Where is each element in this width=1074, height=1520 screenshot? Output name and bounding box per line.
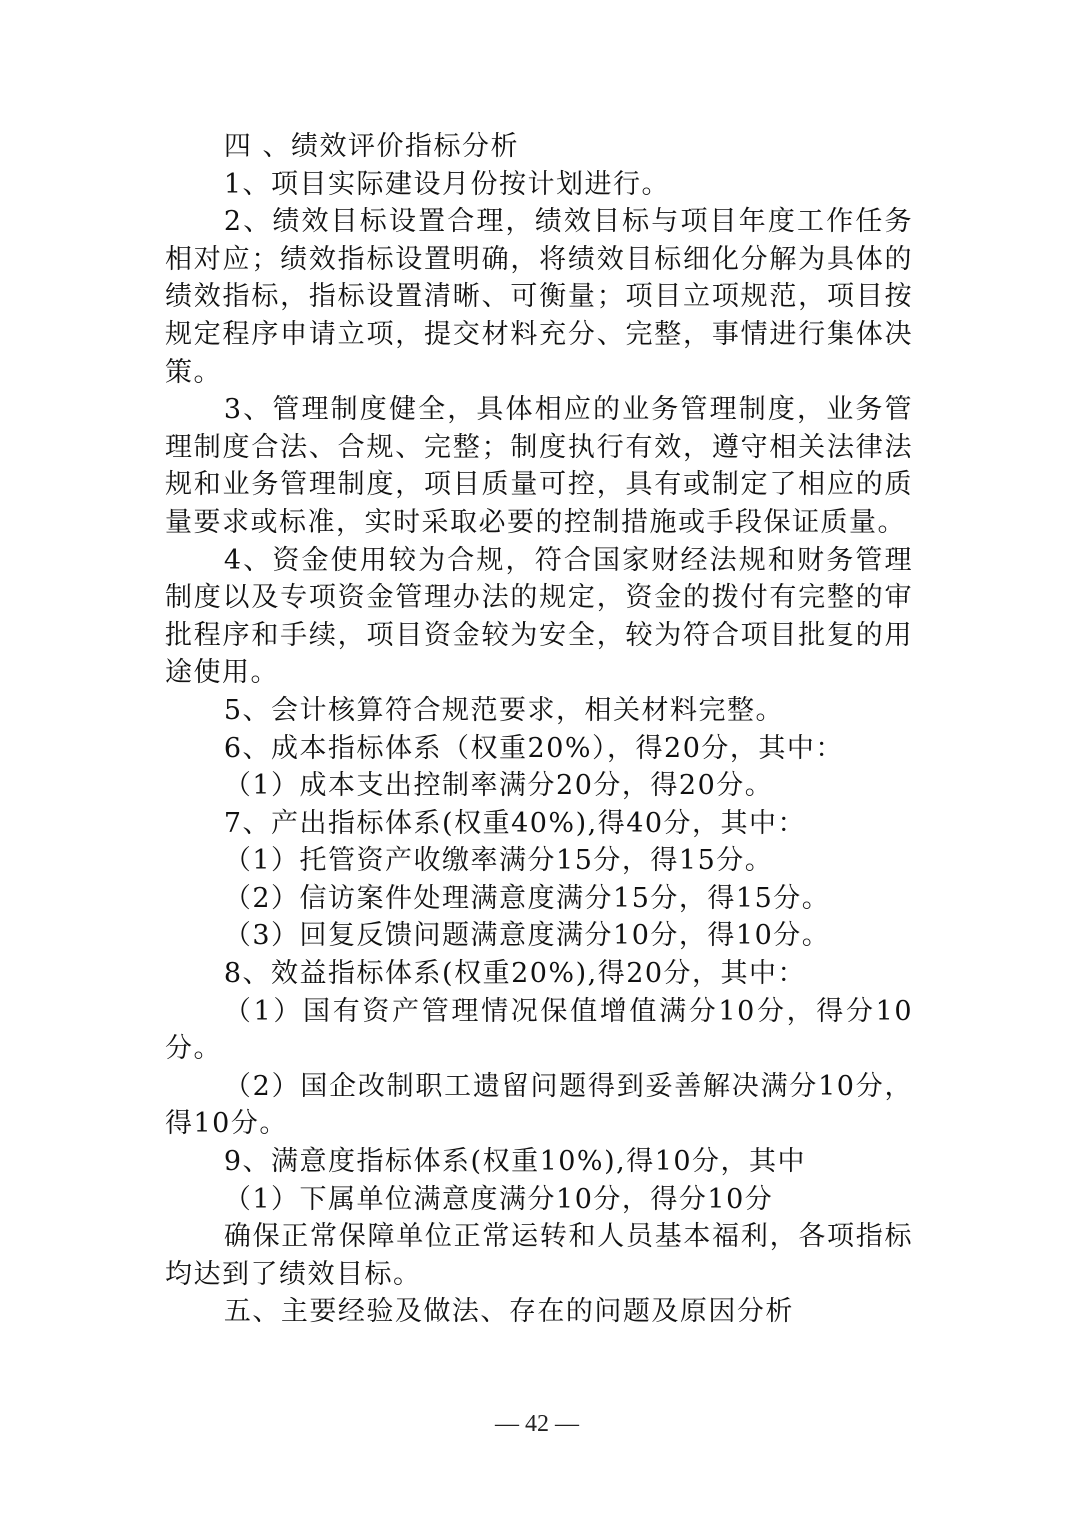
paragraph-conclusion: 确保正常保障单位正常运转和人员基本福利，各项指标均达到了绩效目标。 xyxy=(165,1221,913,1290)
page-number: — 42 — xyxy=(495,1411,579,1437)
paragraph-item-8-2: （2）国企改制职工遗留问题得到妥善解决满分10分，得10分。 xyxy=(165,1070,913,1140)
paragraph-item-2: 2、绩效目标设置合理，绩效目标与项目年度工作任务相对应；绩效指标设置明确，将绩效目标细化分解为具体的绩效指标，指标设置清晰、可衡量；项目立项规范，项目按规定程序申请立项，提交材料充分、完整，事情进行集体决策。 xyxy=(165,206,913,388)
paragraph-item-5: 5、会计核算符合规范要求，相关材料完整。 xyxy=(223,694,785,726)
paragraph-item-7-1: （1）托管资产收缴率满分15分，得15分。 xyxy=(223,845,774,877)
paragraph-item-1: 1、项目实际建设月份按计划进行。 xyxy=(223,168,671,200)
paragraph-item-3: 3、管理制度健全，具体相应的业务管理制度，业务管理制度合法、合规、完整；制度执行有效，遵守相关法律法规和业务管理制度，项目质量可控，具有或制定了相应的质量要求或标准，实时采取必要的控制措施或手段保证质量。 xyxy=(165,394,913,538)
paragraph-item-7-2: （2）信访案件处理满意度满分15分，得15分。 xyxy=(223,882,831,914)
paragraph-item-4: 4、资金使用较为合规，符合国家财经法规和财务管理制度以及专项资金管理办法的规定，资金的拨付有完整的审批程序和手续，项目资金较为安全，较为符合项目批复的用途使用。 xyxy=(165,544,913,689)
paragraph-item-9: 9、满意度指标体系(权重10%),得10分，其中 xyxy=(223,1146,807,1178)
paragraph-item-8-1: （1）国有资产管理情况保值增值满分10分，得分10分。 xyxy=(165,995,913,1065)
paragraph-item-6: 6、成本指标体系（权重20%），得20分，其中： xyxy=(223,732,844,764)
section-heading-4: 四 、绩效评价指标分析 xyxy=(223,131,519,162)
section-heading-5: 五、主要经验及做法、存在的问题及原因分析 xyxy=(223,1296,794,1328)
paragraph-item-9-1: （1）下属单位满意度满分10分，得分10分 xyxy=(223,1183,774,1215)
paragraph-item-8: 8、效益指标体系(权重20%),得20分，其中： xyxy=(223,958,807,990)
document-body xyxy=(165,128,913,1331)
paragraph-item-6-1: （1）成本支出控制率满分20分，得20分。 xyxy=(223,770,774,802)
paragraph-item-7: 7、产出指标体系(权重40%),得40分，其中： xyxy=(223,807,807,839)
paragraph-item-7-3: （3）回复反馈问题满意度满分10分，得10分。 xyxy=(223,920,831,952)
